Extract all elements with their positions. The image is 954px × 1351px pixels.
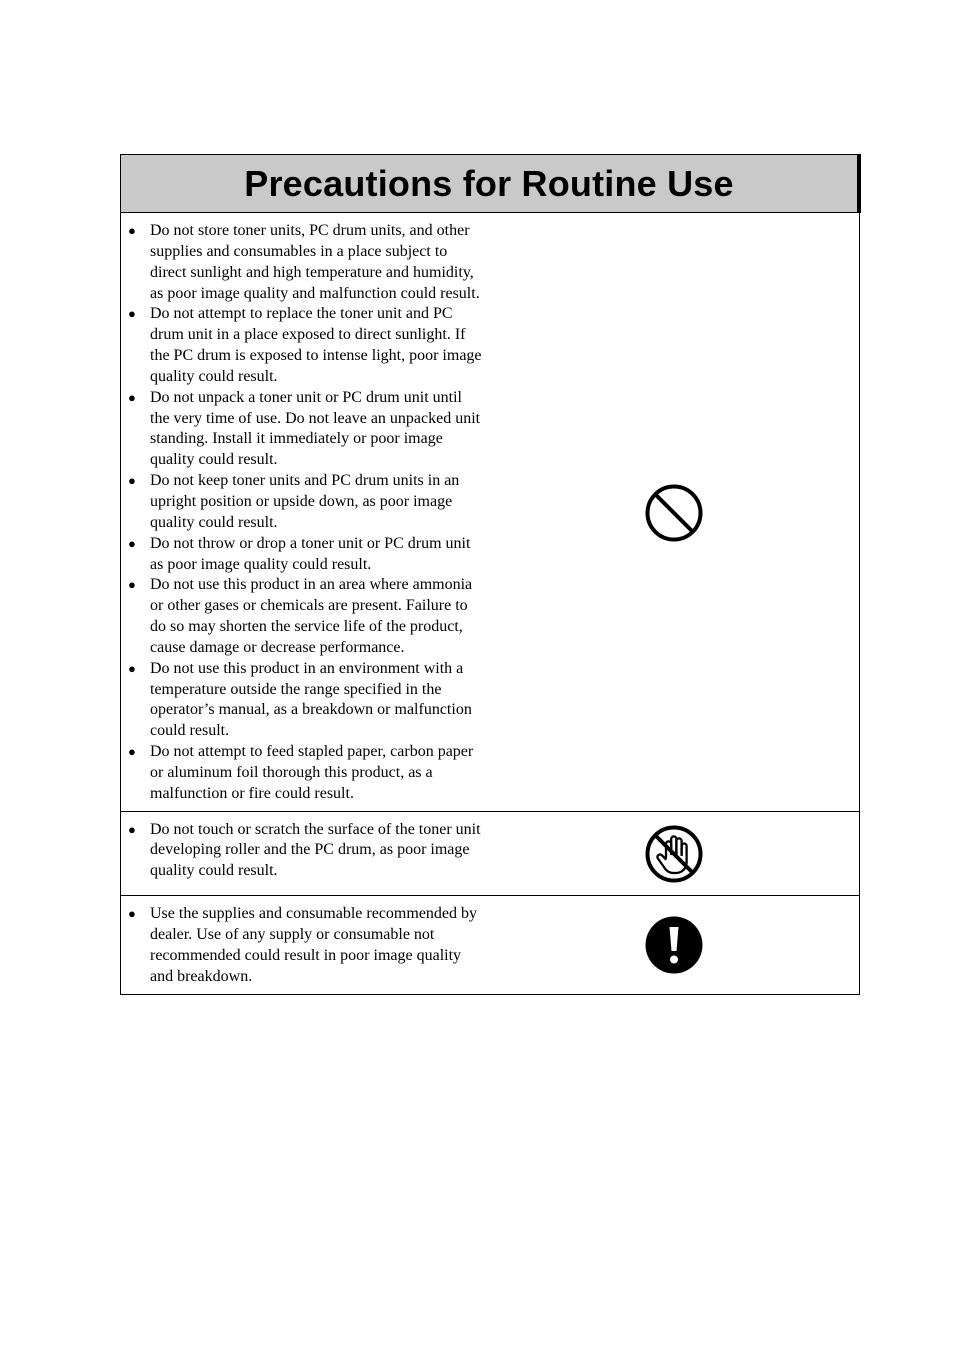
list-item [128, 388, 490, 471]
bullet-icon: ● [128, 660, 136, 676]
prohibited-icon [644, 483, 704, 543]
bullet-icon: ● [128, 306, 136, 322]
list-item [128, 820, 490, 883]
list-item-text: Do not attempt to replace the toner unit and PC drum unit in a place exposed to direct sunlight. If the PC drum is exposed to intense light, poor image quality could result. [150, 305, 482, 385]
bullet-icon: ● [128, 535, 136, 551]
list-item [128, 534, 490, 576]
list-item-text: Do not throw or drop a toner unit or PC drum unit as poor image quality could result. [150, 534, 471, 573]
list-item [128, 575, 490, 658]
precaution-list [121, 812, 490, 896]
mandatory-action-icon [644, 915, 704, 975]
precautions-table [120, 154, 861, 995]
list-item-text: Do not unpack a toner unit or PC drum unit until the very time of use. Do not leave an unpacked unit standing. Install it immediately or poor image quality could result. [150, 388, 481, 469]
precaution-text-cell [121, 811, 490, 896]
list-item [128, 304, 490, 387]
precaution-list [121, 213, 490, 811]
list-item-text: Do not keep toner units and PC drum units in an upright position or upside down, as poor image quality could result. [150, 472, 460, 531]
bullet-icon: ● [128, 223, 136, 238]
do-not-touch-icon [644, 824, 704, 884]
icon-cell [490, 213, 859, 812]
bullet-icon: ● [128, 473, 136, 489]
precaution-list [121, 896, 490, 993]
list-item [128, 471, 490, 534]
list-item-text: Do not touch or scratch the surface of the toner unit developing roller and the PC drum, as poor image quality could result. [150, 820, 481, 880]
list-item-text: Do not use this product in an area where ammonia or other gases or chemicals are present. Failure to do so may shorten the service life of the product, cause damage or decrease performance. [150, 576, 473, 656]
icon-cell [490, 896, 859, 994]
precaution-text-cell [121, 896, 490, 994]
precaution-section-supplies [121, 896, 860, 994]
list-item-text: Do not store toner units, PC drum units, and other supplies and consumables in a place subject to direct sunlight and high temperature and humidity, as poor image quality and malfunction could result. [150, 222, 480, 302]
bullet-icon: ● [128, 821, 136, 837]
list-item-text: Do not attempt to feed stapled paper, carbon paper or aluminum foil thorough this product, as a malfunction or fire could result. [150, 743, 474, 802]
precaution-text-cell [121, 213, 490, 812]
bullet-icon: ● [128, 577, 136, 593]
list-item-text: Do not use this product in an environment with a temperature outside the range specified in the operator’s manual, as a breakdown or malfunction could result. [150, 659, 472, 740]
precaution-section-storage-handling [121, 213, 860, 812]
bullet-icon: ● [128, 744, 136, 760]
bullet-icon: ● [128, 906, 136, 922]
list-item [128, 659, 490, 742]
icon-cell [490, 811, 859, 896]
list-item [128, 904, 490, 987]
list-item [128, 742, 490, 805]
precaution-section-surface [121, 811, 860, 896]
bullet-icon: ● [128, 389, 136, 405]
list-item-text: Use the supplies and consumable recommended by dealer. Use of any supply or consumable not recommended could result in poor image quality and breakdown. [150, 905, 478, 985]
list-item [128, 221, 490, 304]
page-title: Precautions for Routine Use [121, 155, 860, 213]
